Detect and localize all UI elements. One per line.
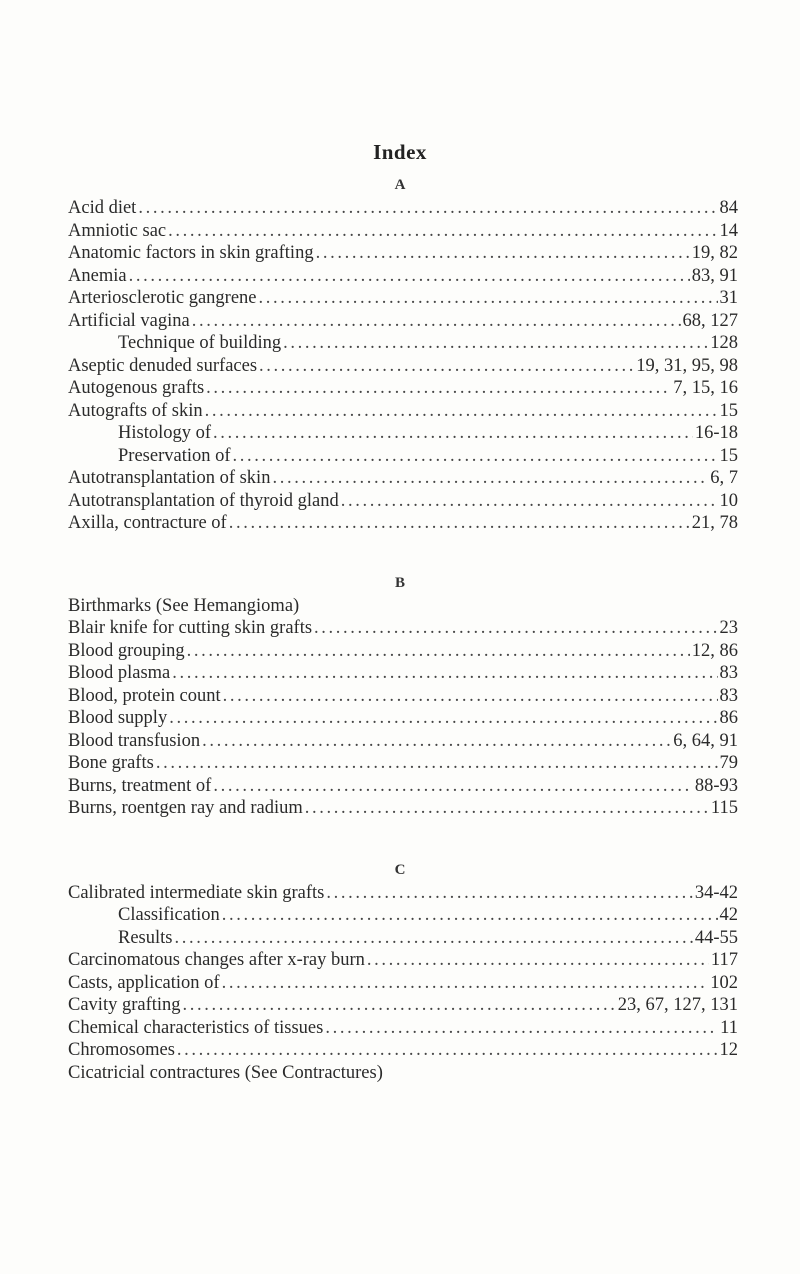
entry-term: Artificial vagina (68, 310, 190, 331)
dot-leader (367, 949, 709, 972)
entry-pages: 83, 91 (691, 265, 738, 286)
entry-pages: 10 (719, 490, 738, 511)
dot-leader (168, 220, 717, 243)
entry-pages: 34-42 (694, 882, 738, 903)
index-subentry (68, 332, 738, 355)
entry-pages: 83 (719, 663, 738, 683)
index-section-c (0, 858, 800, 1085)
section-letter: C (394, 861, 406, 878)
entry-pages: 19, 31, 95, 98 (636, 355, 738, 376)
index-entry (68, 287, 738, 310)
index-entry (68, 220, 738, 243)
entry-pages: 21, 78 (691, 513, 738, 533)
entry-pages: 23 (719, 618, 738, 638)
dot-leader (156, 752, 718, 775)
entry-term: Autotransplantation of skin (68, 468, 271, 488)
dot-leader (259, 355, 634, 378)
entry-term: Acid diet (68, 198, 137, 218)
index-entry (68, 617, 738, 640)
entry-term: Bone grafts (68, 753, 154, 773)
entry-pages: 19, 82 (691, 243, 738, 263)
entry-term: Chromosomes (68, 1040, 175, 1060)
entry-term: Cavity grafting (68, 995, 181, 1015)
entry-term: Chemical characteristics of tissues (68, 1017, 324, 1038)
index-subentry (68, 904, 738, 927)
index-entry (68, 355, 738, 378)
entry-term: Classification (118, 905, 220, 925)
entry-pages: 6, 7 (710, 468, 738, 488)
index-entry (68, 595, 738, 618)
index-entry (68, 775, 738, 798)
entry-term: Blair knife for cutting skin grafts (68, 618, 313, 638)
index-subentry (68, 445, 738, 468)
index-sections (0, 173, 800, 1084)
dot-leader (316, 242, 690, 265)
entry-term: Amniotic sac (68, 220, 167, 241)
dot-leader (326, 882, 692, 905)
entry-pages: 23, 67, 127, 131 (617, 995, 738, 1015)
entry-term: Preservation of (118, 445, 231, 466)
dot-leader (174, 927, 692, 950)
index-entry (68, 1017, 738, 1040)
dot-leader (314, 617, 717, 640)
index-entry (68, 949, 738, 972)
dot-leader (229, 512, 690, 535)
entry-term: Burns, treatment of (68, 775, 212, 796)
entry-pages: 117 (710, 950, 738, 970)
entry-term: Cicatricial contractures (See Contractures) (68, 1062, 383, 1083)
entry-pages: 15 (719, 400, 738, 421)
index-entry (68, 752, 738, 775)
dot-leader (213, 775, 692, 798)
entry-pages: 7, 15, 16 (673, 378, 738, 398)
index-entry (68, 640, 738, 663)
entry-term: Autografts of skin (68, 400, 203, 421)
dot-leader (341, 490, 718, 513)
entry-list (68, 197, 738, 535)
dot-leader (187, 640, 690, 663)
dot-leader (172, 662, 717, 685)
dot-leader (202, 730, 671, 753)
entry-pages: 15 (719, 445, 738, 466)
entry-term: Blood, protein count (68, 685, 221, 706)
index-entry (68, 685, 738, 708)
index-subentry (68, 927, 738, 950)
index-entry (68, 197, 738, 220)
entry-term: Autogenous grafts (68, 378, 205, 398)
dot-leader (222, 904, 718, 927)
dot-leader (223, 685, 718, 708)
dot-leader (283, 332, 708, 355)
section-letter: B (394, 574, 405, 591)
entry-pages: 6, 64, 91 (673, 730, 738, 751)
entry-term: Anatomic factors in skin grafting (68, 243, 314, 263)
index-entry (68, 400, 738, 423)
entry-term: Blood plasma (68, 663, 171, 683)
index-section-a (0, 173, 800, 535)
index-entry (68, 797, 738, 820)
dot-leader (272, 467, 708, 490)
index-entry (68, 467, 738, 490)
dot-leader (138, 197, 717, 220)
entry-term: Calibrated intermediate skin grafts (68, 882, 325, 903)
entry-pages: 102 (710, 972, 738, 993)
dot-leader (192, 310, 681, 333)
entry-term: Carcinomatous changes after x-ray burn (68, 950, 365, 970)
entry-pages: 88-93 (694, 775, 738, 796)
dot-leader (183, 994, 616, 1017)
entry-term: Anemia (68, 265, 127, 286)
entry-pages: 79 (719, 753, 738, 773)
entry-term: Casts, application of (68, 972, 220, 993)
entry-pages: 84 (719, 198, 738, 218)
entry-pages: 16-18 (694, 423, 738, 443)
entry-pages: 12 (719, 1040, 738, 1060)
entry-term: Results (118, 927, 173, 948)
index-entry (68, 310, 738, 333)
dot-leader (222, 972, 709, 995)
dot-leader (259, 287, 718, 310)
entry-term: Blood supply (68, 708, 168, 728)
dot-leader (129, 265, 690, 288)
entry-term: Blood transfusion (68, 730, 201, 751)
entry-pages: 44-55 (694, 927, 738, 948)
entry-pages: 86 (719, 708, 738, 728)
index-entry (68, 242, 738, 265)
entry-pages: 31 (719, 288, 738, 308)
entry-pages: 14 (719, 220, 738, 241)
dot-leader (305, 797, 709, 820)
entry-term: Birthmarks (See Hemangioma) (68, 595, 300, 616)
index-entry (68, 882, 738, 905)
dot-leader (206, 377, 671, 400)
index-entry (68, 490, 738, 513)
entry-term: Arteriosclerotic gangrene (68, 288, 257, 308)
index-section-b (0, 571, 800, 820)
dot-leader (169, 707, 717, 730)
entry-term: Burns, roentgen ray and radium (68, 798, 303, 818)
dot-leader (205, 400, 718, 423)
entry-term: Blood grouping (68, 640, 185, 661)
entry-pages: 83 (719, 685, 738, 706)
index-entry (68, 265, 738, 288)
dot-leader (213, 422, 693, 445)
entry-pages: 42 (719, 905, 738, 925)
index-entry (68, 377, 738, 400)
dot-leader (325, 1017, 718, 1040)
index-subentry (68, 422, 738, 445)
entry-list (68, 882, 738, 1085)
entry-term: Technique of building (118, 333, 282, 353)
index-entry (68, 994, 738, 1017)
entry-pages: 11 (720, 1017, 738, 1038)
page-title: Index (373, 140, 427, 164)
entry-term: Aseptic denuded surfaces (68, 355, 258, 376)
index-entry (68, 730, 738, 753)
entry-pages: 12, 86 (691, 640, 738, 661)
entry-term: Histology of (118, 423, 212, 443)
index-entry (68, 1062, 738, 1085)
entry-pages: 115 (710, 798, 738, 818)
dot-leader (233, 445, 718, 468)
entry-term: Autotransplantation of thyroid gland (68, 490, 339, 511)
entry-list (68, 595, 738, 820)
index-entry (68, 512, 738, 535)
dot-leader (177, 1039, 718, 1062)
entry-term: Axilla, contracture of (68, 513, 227, 533)
entry-pages: 128 (710, 333, 738, 353)
index-entry (68, 972, 738, 995)
index-entry (68, 662, 738, 685)
section-letter: A (394, 177, 406, 193)
index-entry (68, 1039, 738, 1062)
index-entry (68, 707, 738, 730)
entry-pages: 68, 127 (682, 310, 738, 331)
